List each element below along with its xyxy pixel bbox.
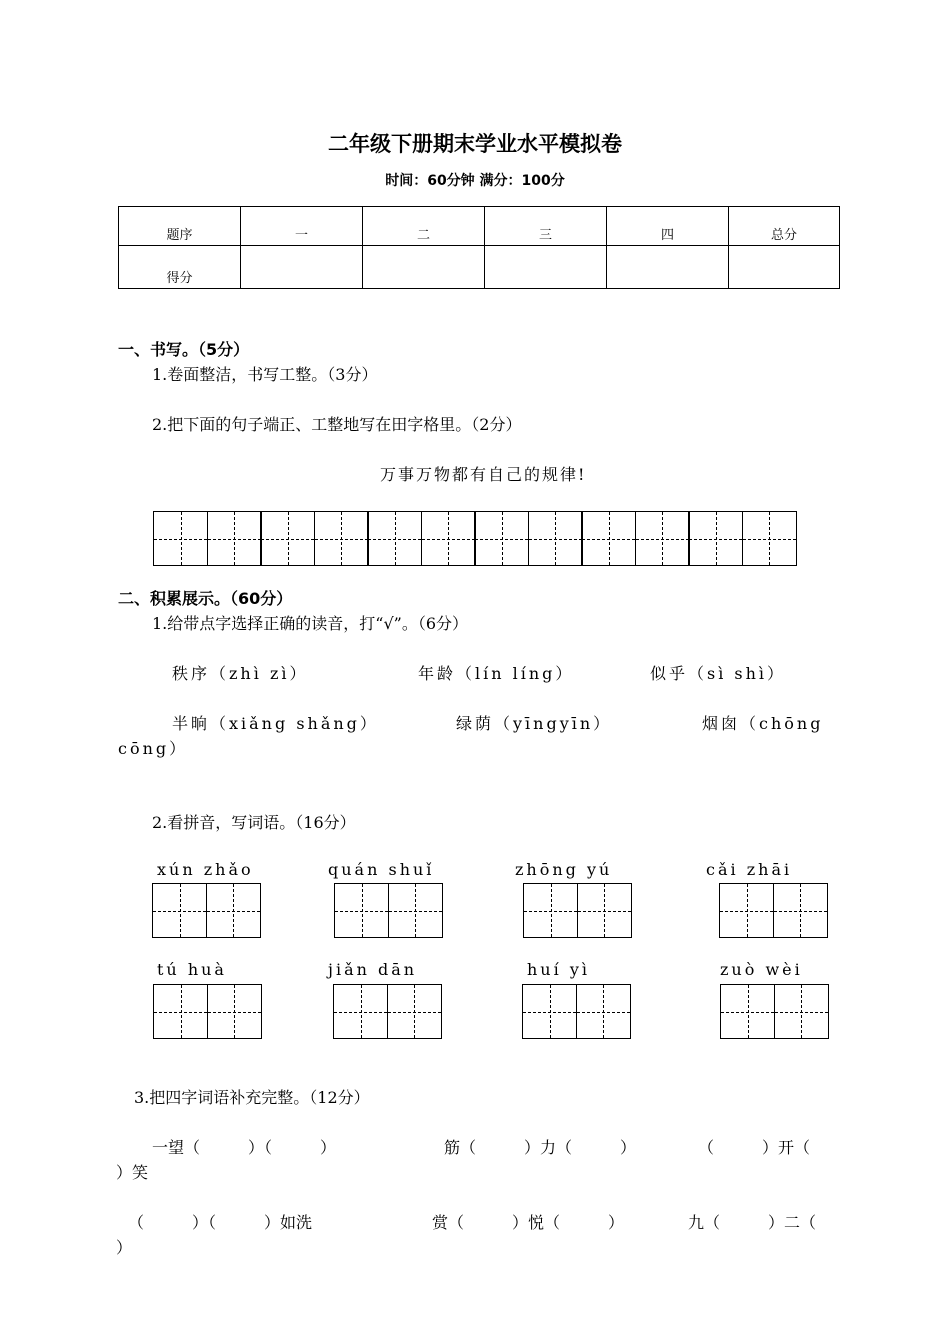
reading-choice-item: 似乎（sì shì）: [650, 664, 787, 683]
tianzi-cell[interactable]: [719, 883, 774, 938]
exam-info: 时间：60分钟 满分：100分: [385, 173, 565, 189]
score-cell: [485, 246, 607, 289]
word-grid: [719, 883, 828, 938]
section2-q2-prompt: 2.看拼音，写词语。（16分）: [152, 813, 356, 832]
section1-heading: 一、书写。（5分）: [118, 340, 250, 359]
pinyin-label: xún zhǎo: [157, 860, 254, 879]
section2-q1-prompt: 1.给带点字选择正确的读音，打“√”。（6分）: [152, 614, 469, 633]
section1-q1: 1.卷面整洁，书写工整。（3分）: [152, 365, 378, 384]
word-grid: [152, 883, 261, 938]
reading-choice-item: 秩序（zhì zì）: [172, 664, 309, 683]
section1-q2: 2.把下面的句子端正、工整地写在田字格里。（2分）: [152, 415, 522, 434]
tianzi-cell[interactable]: [577, 883, 632, 938]
tianzi-cell[interactable]: [207, 511, 262, 566]
reading-choice-item: 绿荫（yīngyīn）: [456, 714, 613, 733]
pinyin-label: zuò wèi: [720, 960, 803, 979]
word-grid: [333, 984, 442, 1039]
tianzi-cell[interactable]: [523, 883, 578, 938]
score-header-cell: 二: [363, 207, 485, 246]
tianzi-cell[interactable]: [576, 984, 631, 1039]
tianzi-cell[interactable]: [367, 511, 422, 566]
pinyin-label: cǎi zhāi: [706, 860, 793, 879]
score-header-cell: 题序: [119, 207, 241, 246]
tianzi-cell[interactable]: [635, 511, 690, 566]
idiom-blank: （ ）（ ）如洗: [128, 1213, 313, 1232]
idiom-blank: 九（ ）二（: [688, 1213, 817, 1232]
score-cell: [607, 246, 729, 289]
pinyin-label: tú huà: [157, 960, 227, 979]
tianzi-cell[interactable]: [720, 984, 775, 1039]
tianzi-cell[interactable]: [774, 984, 829, 1039]
score-header-cell: 四: [607, 207, 729, 246]
score-table-header-row: [119, 207, 840, 246]
score-cell: [241, 246, 363, 289]
score-row-label: 得分: [119, 246, 241, 289]
tianzi-cell[interactable]: [334, 883, 389, 938]
score-table-score-row: [119, 246, 840, 289]
word-grid: [523, 883, 632, 938]
tianzi-cell[interactable]: [773, 883, 828, 938]
score-header-cell: 总分: [729, 207, 840, 246]
tianzi-cell[interactable]: [206, 883, 261, 938]
tianzi-cell[interactable]: [522, 984, 577, 1039]
pinyin-label: quán shuǐ: [328, 860, 435, 879]
tianzi-cell[interactable]: [314, 511, 369, 566]
word-grid: [334, 883, 443, 938]
tianzi-cell[interactable]: [207, 984, 262, 1039]
tianzi-cell[interactable]: [581, 511, 636, 566]
reading-choice-item: 半晌（xiǎng shǎng）: [172, 714, 379, 733]
tianzi-cell[interactable]: [528, 511, 583, 566]
tianzi-cell[interactable]: [474, 511, 529, 566]
word-grid: [522, 984, 631, 1039]
pinyin-label: zhōng yú: [515, 860, 613, 879]
reading-choice-item: 年龄（lín líng）: [418, 664, 575, 683]
copy-sentence: 万事万物都有自己的规律!: [380, 465, 587, 484]
tianzi-cell[interactable]: [260, 511, 315, 566]
tianzi-cell[interactable]: [153, 511, 208, 566]
pinyin-label: jiǎn dān: [328, 960, 418, 979]
section2-q3-prompt: 3.把四字词语补充完整。（12分）: [134, 1088, 370, 1107]
section2-heading: 二、积累展示。（60分）: [118, 589, 293, 608]
idiom-blank: 赏（ ）悦（ ）: [432, 1213, 625, 1232]
idiom-blank: ）: [116, 1238, 133, 1257]
tianzi-cell[interactable]: [333, 984, 388, 1039]
idiom-blank: 筋（ ）力（ ）: [444, 1138, 637, 1157]
idiom-blank: 一望（ ）（ ）: [152, 1138, 337, 1157]
tianzi-cell[interactable]: [152, 883, 207, 938]
reading-choice-item: 烟囱（chōng: [702, 714, 824, 733]
tianzi-cell[interactable]: [421, 511, 476, 566]
score-header-cell: 一: [241, 207, 363, 246]
tianzi-cell[interactable]: [388, 883, 443, 938]
tianzi-cell[interactable]: [153, 984, 208, 1039]
score-table: [118, 206, 840, 289]
score-cell: [363, 246, 485, 289]
tianzi-cell[interactable]: [742, 511, 797, 566]
page-title: 二年级下册期末学业水平模拟卷: [328, 132, 622, 156]
idiom-blank: ）笑: [116, 1163, 149, 1182]
pinyin-label: huí yì: [527, 960, 590, 979]
idiom-blank: （ ）开（: [698, 1138, 811, 1157]
word-grid: [153, 984, 262, 1039]
score-cell: [729, 246, 840, 289]
score-header-cell: 三: [485, 207, 607, 246]
word-grid: [720, 984, 829, 1039]
tianzi-cell[interactable]: [688, 511, 743, 566]
tianzi-cell[interactable]: [387, 984, 442, 1039]
writing-grid: [153, 511, 797, 566]
reading-choice-item: cōng）: [118, 739, 189, 758]
